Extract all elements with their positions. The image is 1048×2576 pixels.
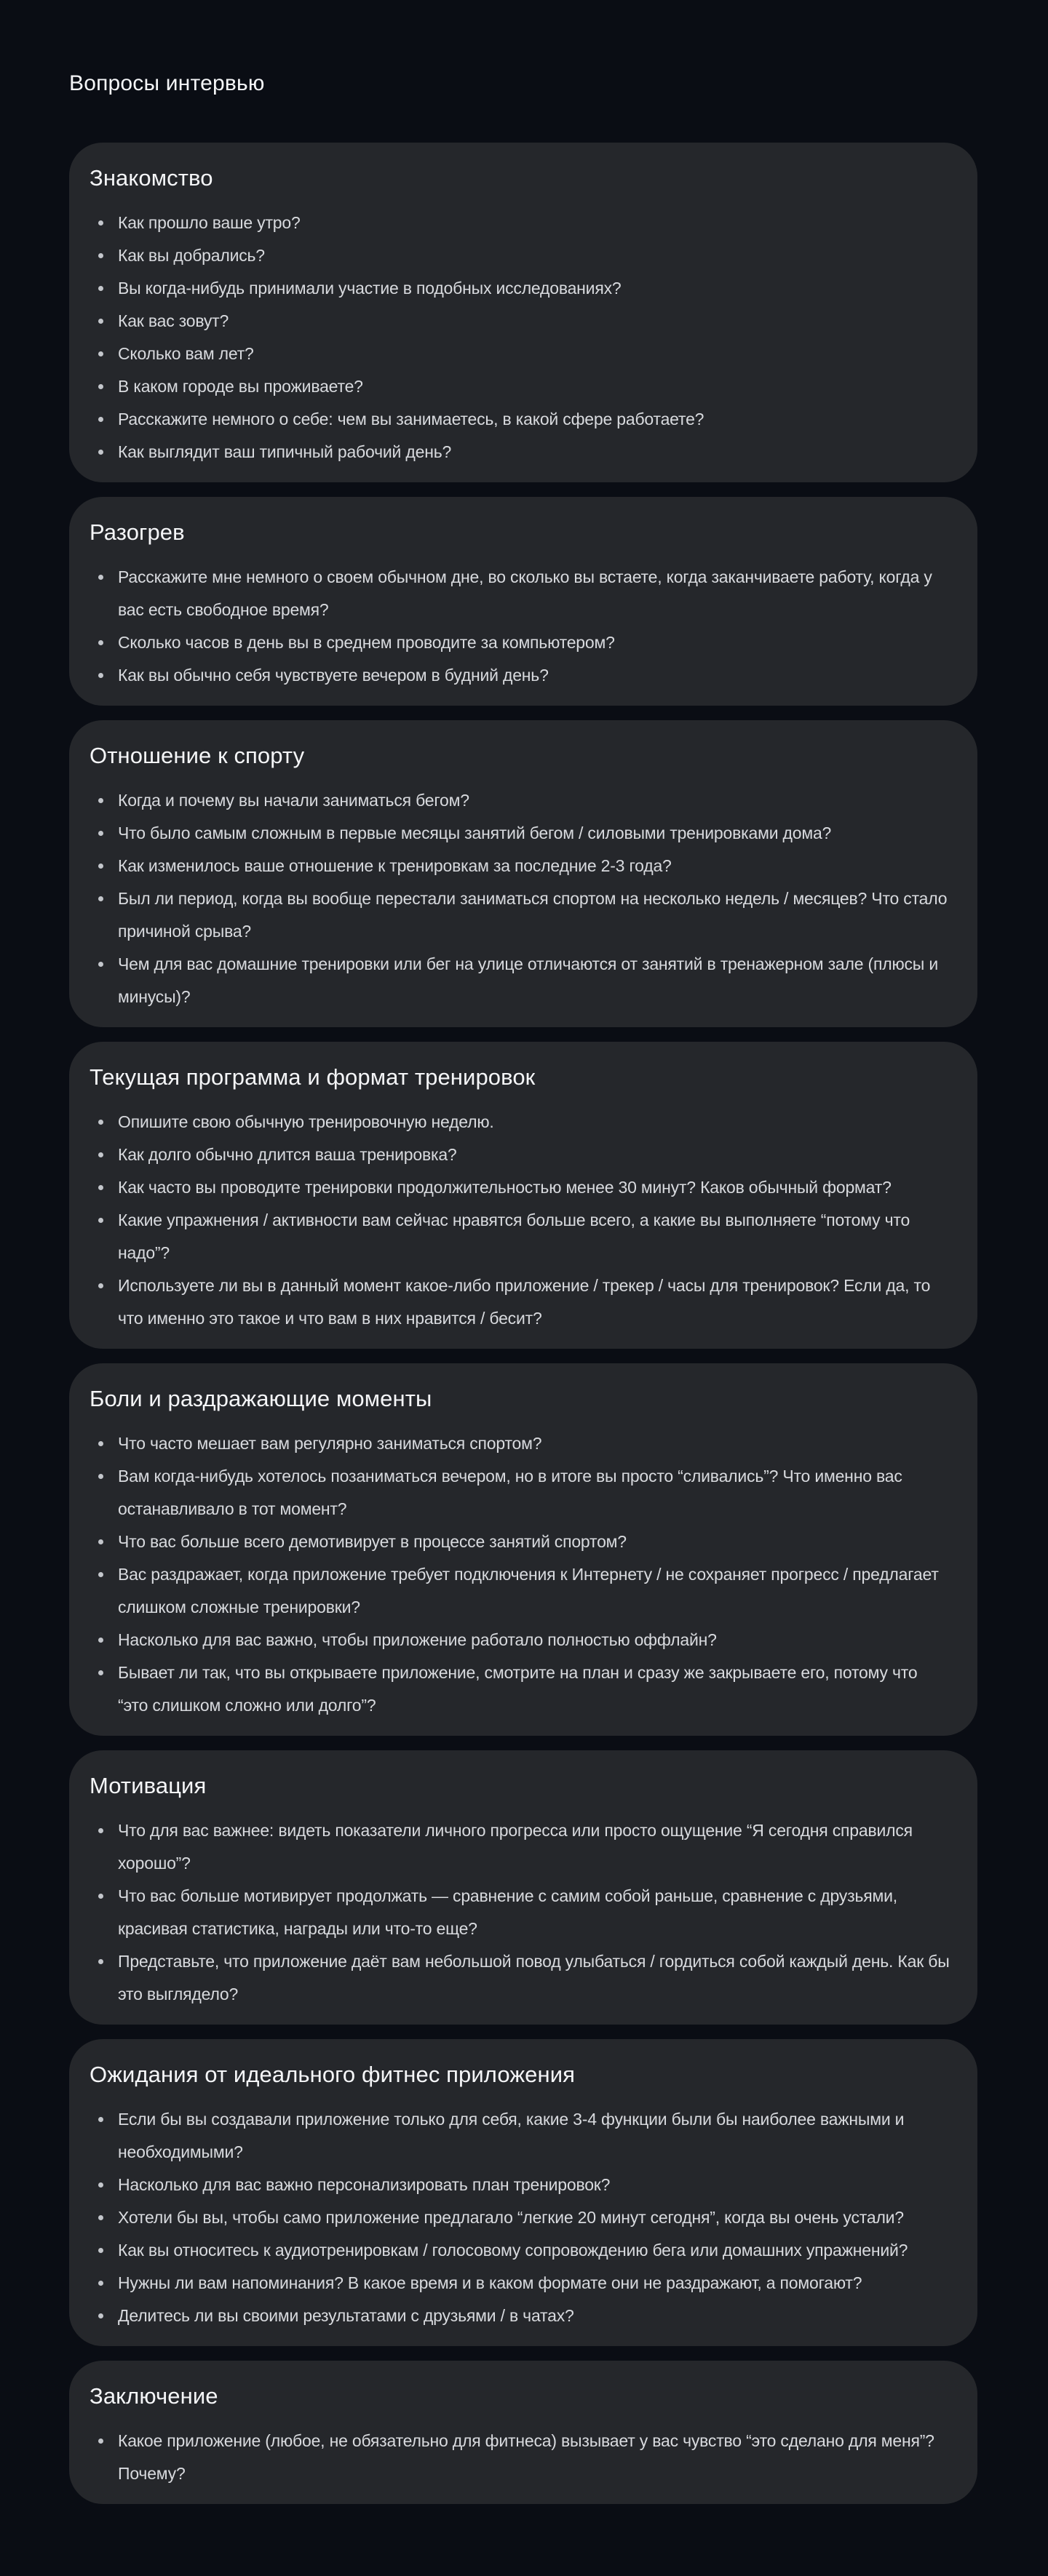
section-heading: Ожидания от идеального фитнес приложения	[90, 2062, 576, 2087]
question-list	[90, 784, 950, 1013]
question-item: Был ли период, когда вы вообще перестали заниматься спортом на несколько недель / месяцев? Что стало причиной срыва?	[90, 882, 950, 948]
question-item: Используете ли вы в данный момент какое-либо приложение / трекер / часы для тренировок? Если да, то что именно это такое и что вам в них нравится / бесит?	[90, 1269, 950, 1335]
sections-container	[69, 143, 977, 2504]
question-section-card	[69, 497, 977, 706]
section-heading: Текущая программа и формат тренировок	[90, 1064, 536, 1090]
question-list	[90, 1427, 950, 1722]
question-section-card	[69, 143, 977, 482]
question-item: Как вы относитесь к аудиотренировкам / голосовому сопровождению бега или домашних упражнений?	[90, 2234, 950, 2267]
question-item: Что часто мешает вам регулярно заниматься спортом?	[90, 1427, 950, 1460]
question-item: Как долго обычно длится ваша тренировка?	[90, 1139, 950, 1171]
question-section-card	[69, 1042, 977, 1349]
question-item: Насколько для вас важно персонализировать план тренировок?	[90, 2169, 950, 2201]
question-item: Делитесь ли вы своими результатами с друзьями / в чатах?	[90, 2300, 950, 2332]
question-item: Нужны ли вам напоминания? В какое время и в каком формате они не раздражают, а помогают?	[90, 2267, 950, 2300]
question-item: Расскажите немного о себе: чем вы занимаетесь, в какой сфере работаете?	[90, 403, 950, 436]
question-item: Представьте, что приложение даёт вам небольшой повод улыбаться / гордиться собой каждый день. Как бы это выглядело?	[90, 1945, 950, 2011]
question-list	[90, 2425, 950, 2490]
question-item: Бывает ли так, что вы открываете приложение, смотрите на план и сразу же закрываете его, потому что “это слишком сложно или долго”?	[90, 1656, 950, 1722]
question-section-card	[69, 2039, 977, 2346]
question-item: Как изменилось ваше отношение к тренировкам за последние 2-3 года?	[90, 850, 950, 882]
question-item: Как прошло ваше утро?	[90, 207, 950, 239]
page-title: Вопросы интервью	[69, 71, 265, 95]
question-item: Сколько часов в день вы в среднем проводите за компьютером?	[90, 626, 950, 659]
question-item: Что вас больше мотивирует продолжать — сравнение с самим собой раньше, сравнение с друзьями, красивая статистика, награды или что-то еще?	[90, 1880, 950, 1945]
question-item: Когда и почему вы начали заниматься бегом?	[90, 784, 950, 817]
question-section-card	[69, 2361, 977, 2504]
question-list	[90, 1814, 950, 2011]
question-list	[90, 207, 950, 468]
question-item: Сколько вам лет?	[90, 338, 950, 370]
question-item: Какие упражнения / активности вам сейчас нравятся больше всего, а какие вы выполняете “потому что надо”?	[90, 1204, 950, 1269]
question-item: Что для вас важнее: видеть показатели личного прогресса или просто ощущение “Я сегодня справился хорошо”?	[90, 1814, 950, 1880]
question-item: Вас раздражает, когда приложение требует подключения к Интернету / не сохраняет прогресс / предлагает слишком сложные тренировки?	[90, 1558, 950, 1624]
question-section-card	[69, 1750, 977, 2025]
question-item: Как вы обычно себя чувствуете вечером в будний день?	[90, 659, 950, 692]
section-heading: Заключение	[90, 2383, 218, 2409]
question-list	[90, 1106, 950, 1335]
question-item: В каком городе вы проживаете?	[90, 370, 950, 403]
question-item: Как вы добрались?	[90, 239, 950, 272]
question-list	[90, 561, 950, 692]
section-heading: Разогрев	[90, 519, 185, 545]
section-heading: Отношение к спорту	[90, 743, 305, 768]
question-item: Хотели бы вы, чтобы само приложение предлагало “легкие 20 минут сегодня”, когда вы очень устали?	[90, 2201, 950, 2234]
question-section-card	[69, 1363, 977, 1736]
question-item: Как часто вы проводите тренировки продолжительностью менее 30 минут? Каков обычный формат?	[90, 1171, 950, 1204]
question-item: Какое приложение (любое, не обязательно для фитнеса) вызывает у вас чувство “это сделано для меня”? Почему?	[90, 2425, 950, 2490]
question-item: Что вас больше всего демотивирует в процессе занятий спортом?	[90, 1526, 950, 1558]
question-item: Опишите свою обычную тренировочную неделю.	[90, 1106, 950, 1139]
question-item: Чем для вас домашние тренировки или бег на улице отличаются от занятий в тренажерном зале (плюсы и минусы)?	[90, 948, 950, 1013]
section-heading: Боли и раздражающие моменты	[90, 1386, 432, 1411]
question-item: Что было самым сложным в первые месяцы занятий бегом / силовыми тренировками дома?	[90, 817, 950, 850]
question-item: Как вас зовут?	[90, 305, 950, 338]
question-item: Расскажите мне немного о своем обычном дне, во сколько вы встаете, когда заканчиваете работу, когда у вас есть свободное время?	[90, 561, 950, 626]
question-section-card	[69, 720, 977, 1027]
question-list	[90, 2103, 950, 2332]
question-item: Если бы вы создавали приложение только для себя, какие 3-4 функции были бы наиболее важными и необходимыми?	[90, 2103, 950, 2169]
question-item: Вам когда-нибудь хотелось позаниматься вечером, но в итоге вы просто “сливались”? Что именно вас останавливало в тот момент?	[90, 1460, 950, 1526]
question-item: Вы когда-нибудь принимали участие в подобных исследованиях?	[90, 272, 950, 305]
section-heading: Знакомство	[90, 165, 213, 191]
section-heading: Мотивация	[90, 1773, 207, 1798]
question-item: Насколько для вас важно, чтобы приложение работало полностью оффлайн?	[90, 1624, 950, 1656]
question-item: Как выглядит ваш типичный рабочий день?	[90, 436, 950, 468]
